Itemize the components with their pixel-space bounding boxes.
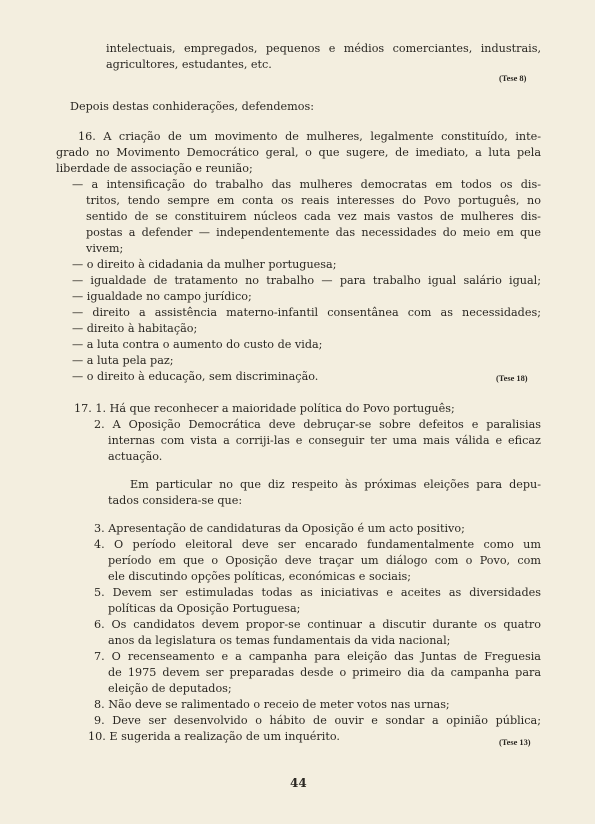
list-item: — o direito à educação, sem discriminação. (72, 370, 319, 383)
list-item: 8. Não deve se ralimentado o receio de meter votos nas urnas; (94, 698, 450, 711)
list-item: 2. A Oposição Democrática deve debruçar-se sobre defeitos e paralisias (94, 418, 541, 431)
list-item: 6. Os candidatos devem propor-se continuar a discutir durante os quatro (94, 618, 541, 631)
list-item: — direito a assistência materno-infantil consentânea com as necessidades; (72, 306, 541, 319)
text-line: tritos, tendo sempre em conta os reais interesses do Povo português, no (86, 194, 541, 207)
list-item: — o direito à cidadania da mulher portuguesa; (72, 258, 337, 271)
text-line: liberdade de associação e reunião; (56, 162, 253, 175)
list-item: — a luta contra o aumento do custo de vida; (72, 338, 323, 351)
text-line: actuação. (108, 450, 163, 463)
text-line: sentido de se constituirem núcleos cada vez mais vastos de mulheres dis- (86, 210, 541, 223)
page-number: 44 (290, 776, 307, 790)
intro-paragraph: Depois destas conhiderações, defendemos: (70, 100, 315, 113)
text-line: período em que o Oposição deve traçar um diálogo com o Povo, com (108, 554, 541, 567)
list-item: 3. Apresentação de candidaturas da Oposição é um acto positivo; (94, 522, 465, 535)
text-line: 16. A criação de um movimento de mulheres, legalmente constituído, inte- (78, 130, 542, 143)
text-line: vivem; (86, 242, 124, 255)
text-line: postas a defender — independentemente das necessidades do meio em que (86, 226, 542, 239)
text-line: Em particular no que diz respeito às próximas eleições para depu- (130, 478, 542, 491)
text-line: tados considera-se que: (108, 494, 243, 507)
thesis-reference: (Tese 18) (496, 374, 528, 383)
text-line: políticas da Oposição Portuguesa; (108, 602, 301, 615)
text-line: agricultores, estudantes, etc. (106, 58, 272, 71)
list-item: 5. Devem ser estimuladas todas as iniciativas e aceites as diversidades (94, 586, 541, 599)
list-item: 9. Deve ser desenvolvido o hábito de ouvir e sondar a opinião pública; (94, 714, 541, 727)
text-line: de 1975 devem ser preparadas desde o primeiro dia da campanha para (108, 666, 542, 679)
list-item: — igualdade de tratamento no trabalho — para trabalho igual salário igual; (72, 274, 542, 287)
list-item: 4. O período eleitoral deve ser encarado fundamentalmente como um (94, 538, 541, 551)
list-item: 7. O recenseamento e a campanha para eleição das Juntas de Freguesia (94, 650, 541, 663)
text-line: eleição de deputados; (108, 682, 232, 695)
thesis-reference: (Tese 13) (499, 738, 531, 747)
text-line: anos da legislatura os temas fundamentais da vida nacional; (108, 634, 451, 647)
list-item: — a intensificação do trabalho das mulheres democratas em todos os dis- (72, 178, 542, 191)
text-line: grado no Movimento Democrático geral, o que sugere, de imediato, a luta pela (56, 146, 542, 159)
list-item: — direito à habitação; (72, 322, 198, 335)
thesis-reference: (Tese 8) (499, 74, 527, 83)
list-item: 17. 1. Há que reconhecer a maioridade política do Povo português; (74, 402, 455, 415)
text-line: ele discutindo opções políticas, económicas e sociais; (108, 570, 412, 583)
text-line: intelectuais, empregados, pequenos e médios comerciantes, industrais, (106, 42, 542, 55)
list-item: — igualdade no campo jurídico; (72, 290, 252, 303)
list-item: 10. E sugerida a realização de um inquérito. (88, 730, 340, 743)
text-line: internas com vista a corriji-las e conseguir ter uma mais válida e eficaz (108, 434, 541, 447)
list-item: — a luta pela paz; (72, 354, 174, 367)
